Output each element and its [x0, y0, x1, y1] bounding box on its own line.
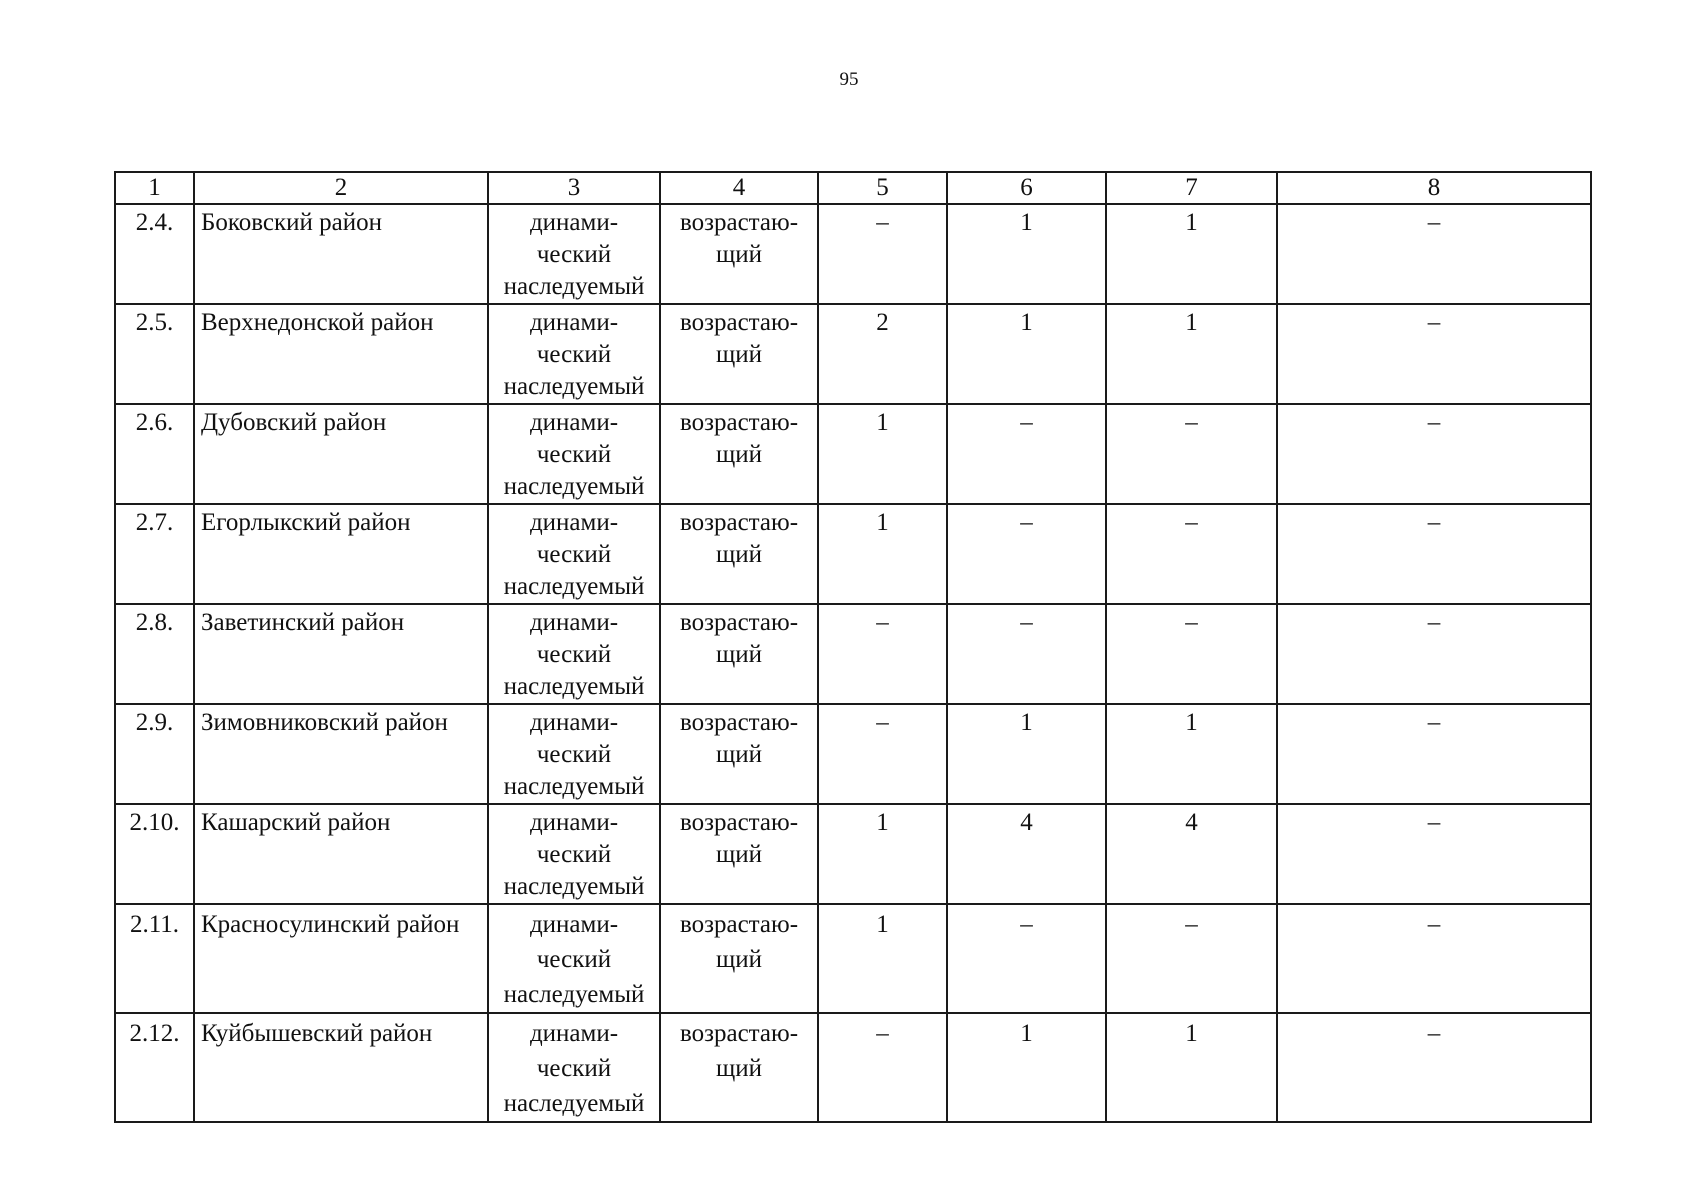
- value-col8: –: [1427, 1020, 1441, 1047]
- value-col6: –: [1020, 911, 1033, 938]
- value-cell-col6: [947, 304, 1106, 404]
- type-value: динами- ческий наследуемый: [503, 509, 645, 600]
- table-row: [115, 304, 1591, 404]
- district-name-cell: [194, 904, 488, 1013]
- value-col8: –: [1427, 509, 1441, 536]
- trend-cell: [660, 804, 818, 904]
- trend-value: возрастаю- щий: [679, 1020, 799, 1082]
- value-cell-col5: [818, 304, 947, 404]
- district-name: Егорлыкский район: [201, 509, 411, 536]
- table-row: [115, 504, 1591, 604]
- value-cell-col7: [1106, 604, 1277, 704]
- value-cell-col5: [818, 504, 947, 604]
- value-col6: –: [1020, 609, 1033, 636]
- value-cell-col8: [1277, 504, 1591, 604]
- value-cell-col7: [1106, 1013, 1277, 1122]
- column-header: 7: [1106, 172, 1277, 204]
- value-cell-col8: [1277, 204, 1591, 304]
- value-cell-col5: [818, 604, 947, 704]
- row-number-cell: [115, 604, 194, 704]
- value-col5: –: [876, 1020, 889, 1047]
- value-col6: 1: [1020, 709, 1033, 736]
- value-col8: –: [1427, 809, 1441, 836]
- value-cell-col8: [1277, 304, 1591, 404]
- row-number: 2.7.: [135, 509, 174, 536]
- page-number: 95: [839, 69, 859, 90]
- value-cell-col5: [818, 1013, 947, 1122]
- value-col8: –: [1427, 609, 1441, 636]
- row-number: 2.4.: [135, 209, 174, 236]
- value-cell-col7: [1106, 904, 1277, 1013]
- value-cell-col7: [1106, 304, 1277, 404]
- district-name: Куйбышевский район: [201, 1020, 433, 1047]
- value-col5: 1: [876, 509, 889, 536]
- trend-cell: [660, 704, 818, 804]
- row-number-cell: [115, 804, 194, 904]
- value-col6: 4: [1020, 809, 1033, 836]
- column-header: 6: [947, 172, 1106, 204]
- value-cell-col6: [947, 604, 1106, 704]
- column-header: 5: [818, 172, 947, 204]
- row-number: 2.12.: [129, 1020, 180, 1047]
- row-number: 2.9.: [135, 709, 174, 736]
- row-number: 2.6.: [135, 409, 174, 436]
- value-col8: –: [1427, 309, 1441, 336]
- trend-cell: [660, 504, 818, 604]
- value-col5: 1: [876, 409, 889, 436]
- row-number: 2.11.: [129, 911, 180, 938]
- value-cell-col5: [818, 804, 947, 904]
- value-cell-col7: [1106, 504, 1277, 604]
- type-cell: [488, 604, 660, 704]
- value-col7: 4: [1185, 809, 1198, 836]
- value-cell-col7: [1106, 404, 1277, 504]
- type-cell: [488, 804, 660, 904]
- value-cell-col6: [947, 804, 1106, 904]
- type-cell: [488, 304, 660, 404]
- district-name-cell: [194, 204, 488, 304]
- district-name-cell: [194, 604, 488, 704]
- type-value: динами- ческий наследуемый: [503, 309, 645, 400]
- value-col5: 2: [876, 309, 889, 336]
- row-number-cell: [115, 704, 194, 804]
- type-cell: [488, 704, 660, 804]
- value-col8: –: [1427, 911, 1441, 938]
- row-number-cell: [115, 504, 194, 604]
- value-col6: 1: [1020, 1020, 1033, 1047]
- type-value: динами- ческий наследуемый: [503, 709, 645, 800]
- value-cell-col8: [1277, 704, 1591, 804]
- value-col7: 1: [1185, 709, 1198, 736]
- table-header-row: [115, 172, 1591, 204]
- type-cell: [488, 504, 660, 604]
- column-header: 4: [660, 172, 818, 204]
- district-name-cell: [194, 804, 488, 904]
- trend-value: возрастаю- щий: [679, 709, 799, 768]
- trend-cell: [660, 604, 818, 704]
- data-table: [114, 171, 1592, 1123]
- table-row: [115, 604, 1591, 704]
- value-cell-col5: [818, 904, 947, 1013]
- row-number: 2.10.: [129, 809, 180, 836]
- district-name: Зимовниковский район: [201, 709, 448, 736]
- value-col8: –: [1427, 709, 1441, 736]
- value-cell-col6: [947, 1013, 1106, 1122]
- value-cell-col7: [1106, 704, 1277, 804]
- value-col7: –: [1185, 609, 1198, 636]
- value-cell-col7: [1106, 204, 1277, 304]
- district-name: Заветинский район: [201, 609, 405, 636]
- district-name: Красносулинский район: [201, 911, 460, 938]
- value-col7: 1: [1185, 209, 1198, 236]
- value-col5: –: [876, 209, 889, 236]
- table-row: [115, 204, 1591, 304]
- trend-value: возрастаю- щий: [679, 209, 799, 268]
- value-cell-col8: [1277, 404, 1591, 504]
- trend-cell: [660, 904, 818, 1013]
- table-row: [115, 1013, 1591, 1122]
- trend-cell: [660, 404, 818, 504]
- value-cell-col8: [1277, 1013, 1591, 1122]
- value-cell-col6: [947, 204, 1106, 304]
- value-cell-col5: [818, 704, 947, 804]
- trend-value: возрастаю- щий: [679, 809, 799, 868]
- row-number: 2.8.: [135, 609, 174, 636]
- trend-cell: [660, 1013, 818, 1122]
- district-name: Боковский район: [201, 209, 382, 236]
- value-col6: –: [1020, 509, 1033, 536]
- value-col5: –: [876, 609, 889, 636]
- type-value: динами- ческий наследуемый: [503, 609, 645, 700]
- type-value: динами- ческий наследуемый: [503, 809, 645, 900]
- row-number-cell: [115, 204, 194, 304]
- type-cell: [488, 1013, 660, 1122]
- row-number-cell: [115, 304, 194, 404]
- trend-value: возрастаю- щий: [679, 409, 799, 468]
- value-col7: –: [1185, 409, 1198, 436]
- district-name-cell: [194, 404, 488, 504]
- district-name: Верхнедонской район: [201, 309, 434, 336]
- district-name-cell: [194, 304, 488, 404]
- table-row: [115, 804, 1591, 904]
- trend-value: возрастаю- щий: [679, 609, 799, 668]
- column-header: 8: [1277, 172, 1591, 204]
- column-header: 3: [488, 172, 660, 204]
- table-row: [115, 904, 1591, 1013]
- type-value: динами- ческий наследуемый: [503, 1020, 645, 1117]
- value-cell-col5: [818, 404, 947, 504]
- value-cell-col6: [947, 504, 1106, 604]
- value-col7: –: [1185, 911, 1198, 938]
- trend-value: возрастаю- щий: [679, 509, 799, 568]
- value-col6: 1: [1020, 309, 1033, 336]
- value-col5: –: [876, 709, 889, 736]
- value-col7: 1: [1185, 309, 1198, 336]
- district-name-cell: [194, 504, 488, 604]
- district-name: Кашарский район: [201, 809, 391, 836]
- column-header: 1: [115, 172, 194, 204]
- value-cell-col5: [818, 204, 947, 304]
- table-row: [115, 404, 1591, 504]
- row-number-cell: [115, 904, 194, 1013]
- value-cell-col6: [947, 904, 1106, 1013]
- value-col7: –: [1185, 509, 1198, 536]
- value-cell-col8: [1277, 904, 1591, 1013]
- type-value: динами- ческий наследуемый: [503, 409, 645, 500]
- district-name: Дубовский район: [201, 409, 387, 436]
- value-cell-col8: [1277, 604, 1591, 704]
- value-col8: –: [1427, 209, 1441, 236]
- type-cell: [488, 404, 660, 504]
- type-cell: [488, 904, 660, 1013]
- type-value: динами- ческий наследуемый: [503, 911, 645, 1008]
- value-col6: 1: [1020, 209, 1033, 236]
- value-cell-col6: [947, 704, 1106, 804]
- trend-cell: [660, 304, 818, 404]
- row-number-cell: [115, 1013, 194, 1122]
- row-number: 2.5.: [135, 309, 174, 336]
- column-header: 2: [194, 172, 488, 204]
- value-col7: 1: [1185, 1020, 1198, 1047]
- type-value: динами- ческий наследуемый: [503, 209, 645, 300]
- district-name-cell: [194, 1013, 488, 1122]
- type-cell: [488, 204, 660, 304]
- value-cell-col8: [1277, 804, 1591, 904]
- trend-value: возрастаю- щий: [679, 309, 799, 368]
- value-cell-col7: [1106, 804, 1277, 904]
- value-col6: –: [1020, 409, 1033, 436]
- row-number-cell: [115, 404, 194, 504]
- district-name-cell: [194, 704, 488, 804]
- table-row: [115, 704, 1591, 804]
- value-cell-col6: [947, 404, 1106, 504]
- value-col5: 1: [876, 911, 889, 938]
- value-col5: 1: [876, 809, 889, 836]
- value-col8: –: [1427, 409, 1441, 436]
- trend-cell: [660, 204, 818, 304]
- trend-value: возрастаю- щий: [679, 911, 799, 973]
